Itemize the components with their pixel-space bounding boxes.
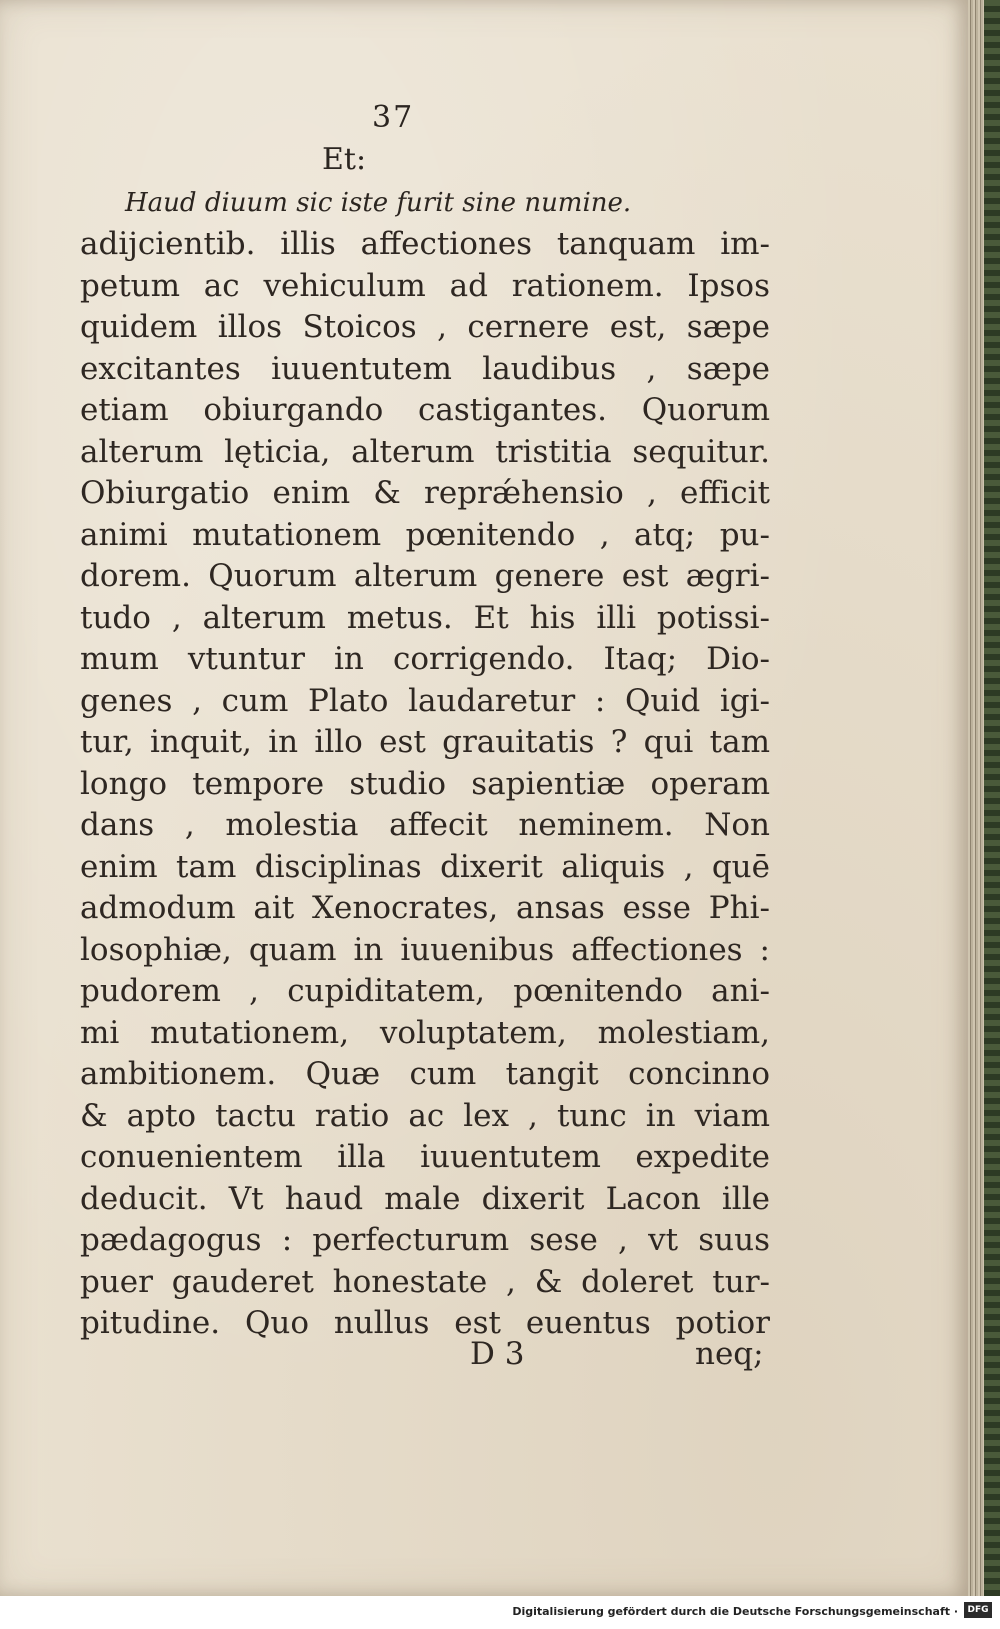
text-line: quidem illos Stoicos , cernere est, sæpe xyxy=(80,309,770,345)
text-line: & apto tactu ratio ac lex , tunc in viam xyxy=(80,1097,770,1134)
text-line: pædagogus : perfecturum sese , vt suus xyxy=(80,1222,770,1258)
italic-quotation: Haud diuum sic iste furit sine numine. xyxy=(125,188,632,218)
text-line: animi mutationem pœnitendo , atq; pu- xyxy=(80,516,770,553)
funding-credit: Digitalisierung gefördert durch die Deutsche Forschungsgemeinschaft · xyxy=(512,1605,958,1618)
text-line: puer gauderet honestate , & doleret tur- xyxy=(80,1263,770,1300)
text-line: excitantes iuuentutem laudibus , sæpe xyxy=(80,350,770,387)
text-line: pudorem , cupiditatem, pœnitendo ani- xyxy=(80,973,770,1009)
signature-mark: D 3 xyxy=(470,1336,525,1372)
text-line: Obiurgatio enim & reprǽhensio , efficit xyxy=(80,475,770,511)
book-cover-edge xyxy=(984,0,1000,1596)
text-line: adijcientib. illis affectiones tanquam im- xyxy=(80,226,770,262)
text-line: longo tempore studio sapientiæ operam xyxy=(80,765,770,802)
page-foot xyxy=(470,1336,770,1376)
text-line: deducit. Vt haud male dixerit Lacon ille xyxy=(80,1180,770,1217)
text-line: dans , molestia affecit neminem. Non xyxy=(80,807,770,843)
text-line: tur, inquit, in illo est grauitatis ? qui tam xyxy=(80,724,770,760)
text-line: petum ac vehiculum ad rationem. Ipsos xyxy=(80,267,770,304)
text-line: genes , cum Plato laudaretur : Quid igi- xyxy=(80,682,770,719)
text-line: pitudine. Quo nullus est euentus potior xyxy=(80,1305,770,1341)
text-line: ambitionem. Quæ cum tangit concinno xyxy=(80,1056,770,1092)
text-line: tudo , alterum metus. Et his illi potissi- xyxy=(80,599,770,636)
catchword: neq; xyxy=(695,1336,764,1372)
text-line: losophiæ, quam in iuuenibus affectiones : xyxy=(80,931,770,968)
page-number: 37 xyxy=(372,100,415,135)
digitization-footer xyxy=(0,1596,1000,1629)
section-heading: Et: xyxy=(322,142,367,177)
text-line: dorem. Quorum alterum genere est ægri- xyxy=(80,558,770,594)
body-text xyxy=(80,224,770,1345)
text-line: etiam obiurgando castigantes. Quorum xyxy=(80,392,770,428)
text-line: enim tam disciplinas dixerit aliquis , quē xyxy=(80,848,770,885)
text-line: conuenientem illa iuuentutem expedite xyxy=(80,1139,770,1175)
dfg-logo: DFG xyxy=(964,1602,992,1618)
text-line: mum vtuntur in corrigendo. Itaq; Dio- xyxy=(80,641,770,677)
text-line: mi mutationem, voluptatem, molestiam, xyxy=(80,1014,770,1051)
text-line: alterum lęticia, alterum tristitia sequitur. xyxy=(80,433,770,470)
text-line: admodum ait Xenocrates, ansas esse Phi- xyxy=(80,890,770,926)
